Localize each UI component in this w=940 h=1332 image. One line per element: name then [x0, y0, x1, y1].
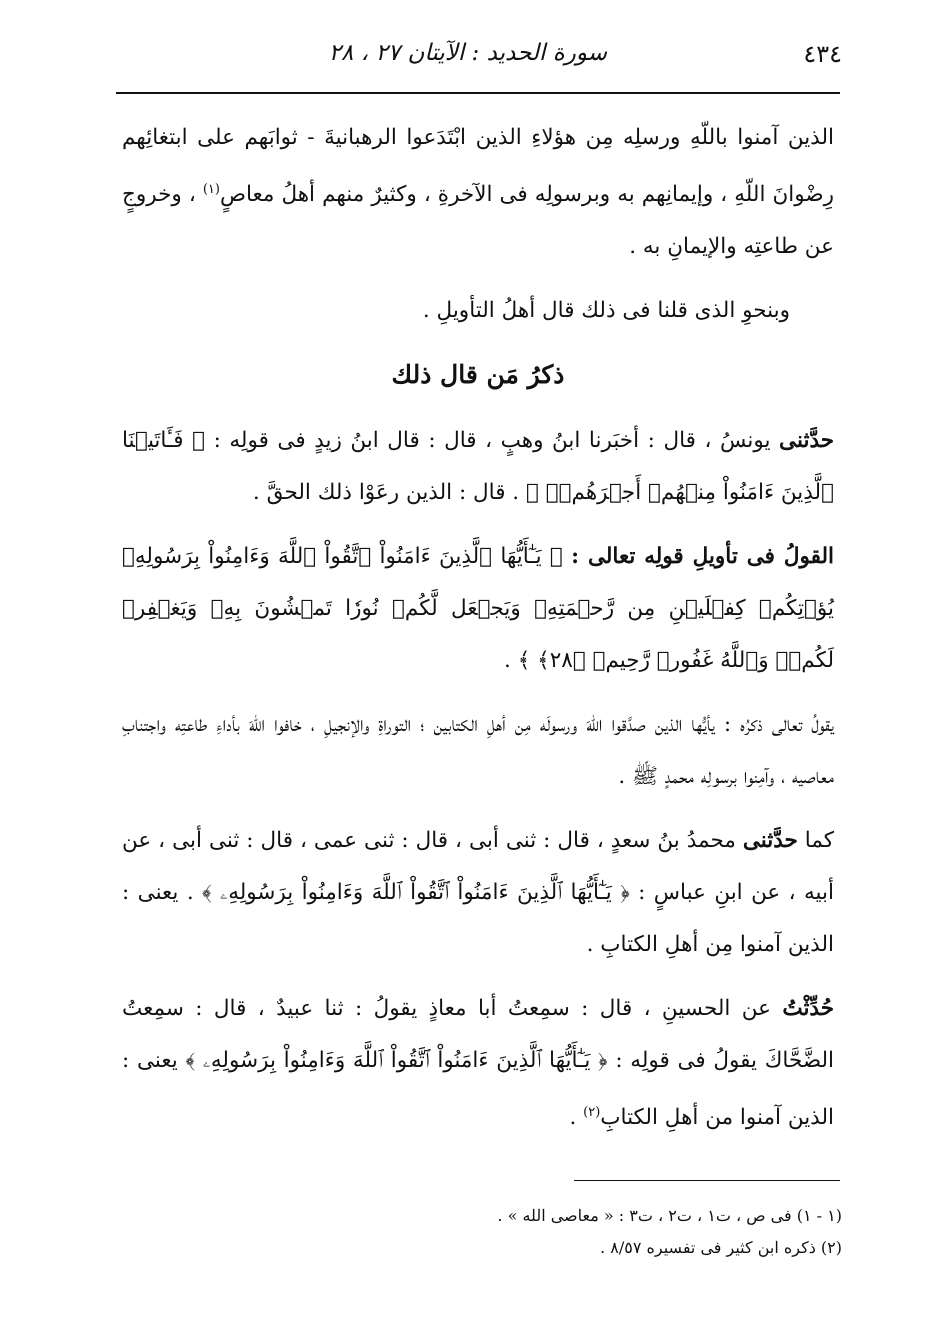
paragraph-6-start: كما — [804, 828, 834, 854]
narration-lead: حُدِّثْتُ — [782, 996, 834, 1022]
footnote-divider — [574, 1180, 840, 1181]
narration-lead: حدَّثنى — [742, 828, 798, 854]
section-heading: ذكرُ مَن قال ذلك — [391, 360, 565, 390]
paragraph-7 — [122, 983, 834, 1144]
header-divider — [116, 92, 840, 94]
paragraph-1-end: ، وخروجٍ عن طاعتِه والإيمانِ به . — [122, 182, 834, 260]
paragraph-1-text: الذين آمنوا باللّهِ ورسلِه مِن هؤلاءِ الذين ابْتَدَعوا الرهبانيةَ - ثوابَهم على ابتغائِهم رِضْوانَ اللّهِ ، وإيمانِهم به وبرسولِه فى الآخرةِ ، وكثيرٌ منهم أهلُ معاصٍ — [122, 125, 834, 208]
footnote-1: (١ - ١) فى ص ، ت١ ، ت٢ ، ت٣ : « معاصى الله » . — [497, 1206, 842, 1225]
paragraph-4-end: . — [504, 648, 511, 674]
narration-lead: حدَّثنى — [779, 428, 835, 454]
paragraph-3 — [122, 415, 834, 519]
paragraph-6-end: . يعنى : الذين آمنوا مِن أهلِ الكتابِ . — [122, 880, 834, 958]
paragraph-2: وبنحوِ الذى قلنا فى ذلك قال أهلُ التأويلِ . — [422, 298, 790, 324]
paragraph-7-text: عن الحسينِ ، قال : سمِعتُ أبا معاذٍ يقولُ : ثنا عبيدٌ ، قال : سمِعتُ الضَّحَّاكَ يقولُ فى قولِه : — [122, 996, 835, 1074]
paragraph-6-text: محمدُ بنُ سعدٍ ، قال : ثنى أبى ، قال : ثنى عمى ، قال : ثنى أبى ، عن أبيه ، عن ابنِ عباسٍ : — [122, 828, 834, 906]
paragraph-6 — [122, 815, 834, 971]
paragraph-5: يقولُ تعالى ذكرُه : يأيُّها الذين صدَّقوا اللّهَ ورسولَه مِن أهلِ الكتابين ؛ التوراةِ والإنجيلِ ، خافوا اللّهَ بأداءِ طاعتِه واجتنابِ معاصيه ، وآمِنوا برسولِه محمدٍ ﷺ . — [122, 712, 834, 790]
quran-verse: ﴿ يَـٰٓأَيُّهَا ٱلَّذِينَ ءَامَنُواْ ٱتَّقُواْ ٱللَّهَ وَءَامِنُواْ بِرَسُولِهِۦ ﴾ — [185, 1048, 608, 1074]
paragraph-3-end: . قال : الذين رعَوْا ذلك الحقَّ . — [252, 480, 520, 506]
paragraph-3-text: يونسُ ، قال : أخبَرنا ابنُ وهبٍ ، قال : قال ابنُ زيدٍ فى قولِه : — [213, 428, 771, 454]
footnote-ref-2: (٢) — [583, 1105, 601, 1121]
paragraph-7-period: . — [569, 1105, 577, 1131]
paragraph-4 — [122, 531, 834, 687]
page-header — [116, 38, 842, 78]
footnotes — [380, 1200, 842, 1264]
paragraph-7-end: يعنى : الذين آمنوا من أهلِ الكتابِ — [122, 1048, 834, 1131]
main-text — [122, 112, 834, 1156]
page-number: ٤٣٤ — [803, 40, 842, 68]
tafsir-lead: القولُ فى تأويلِ قولِه تعالى : — [571, 544, 834, 570]
quran-verse: ﴿ فَـَٔاتَيۡنَا ٱلَّذِينَ ءَامَنُواْ مِنۡهُمۡ أَجۡرَهُمۡۖ ﴾ — [122, 428, 834, 506]
quran-verse-28: ﴿ يَـٰٓأَيُّهَا ٱلَّذِينَ ءَامَنُواْ ٱتَّقُواْ ٱللَّهَ وَءَامِنُواْ بِرَسُولِهِۦ يُؤۡتِكُمۡ كِفۡلَيۡنِ مِن رَّحۡمَتِهِۦ وَيَجۡعَل لَّكُمۡ نُورٗا تَمۡشُونَ بِهِۦ وَيَغۡفِرۡ لَكُمۡۚ وَٱللَّهُ غَفُورٞ رَّحِيمٞ ﴿٢٨﴾ ﴾ — [122, 544, 834, 674]
quran-verse: ﴿ يَـٰٓأَيُّهَا ٱلَّذِينَ ءَامَنُواْ ٱتَّقُواْ ٱللَّهَ وَءَامِنُواْ بِرَسُولِهِۦ ﴾ — [202, 880, 630, 906]
footnote-ref-1: (١) — [202, 182, 220, 197]
running-title: سورة الحديد : الآيتان ٢٧ ، ٢٨ — [328, 40, 607, 66]
paragraph-1 — [122, 112, 834, 273]
footnote-2: (٢) ذكره ابن كثير فى تفسيره ٨/٥٧ . — [600, 1238, 842, 1257]
